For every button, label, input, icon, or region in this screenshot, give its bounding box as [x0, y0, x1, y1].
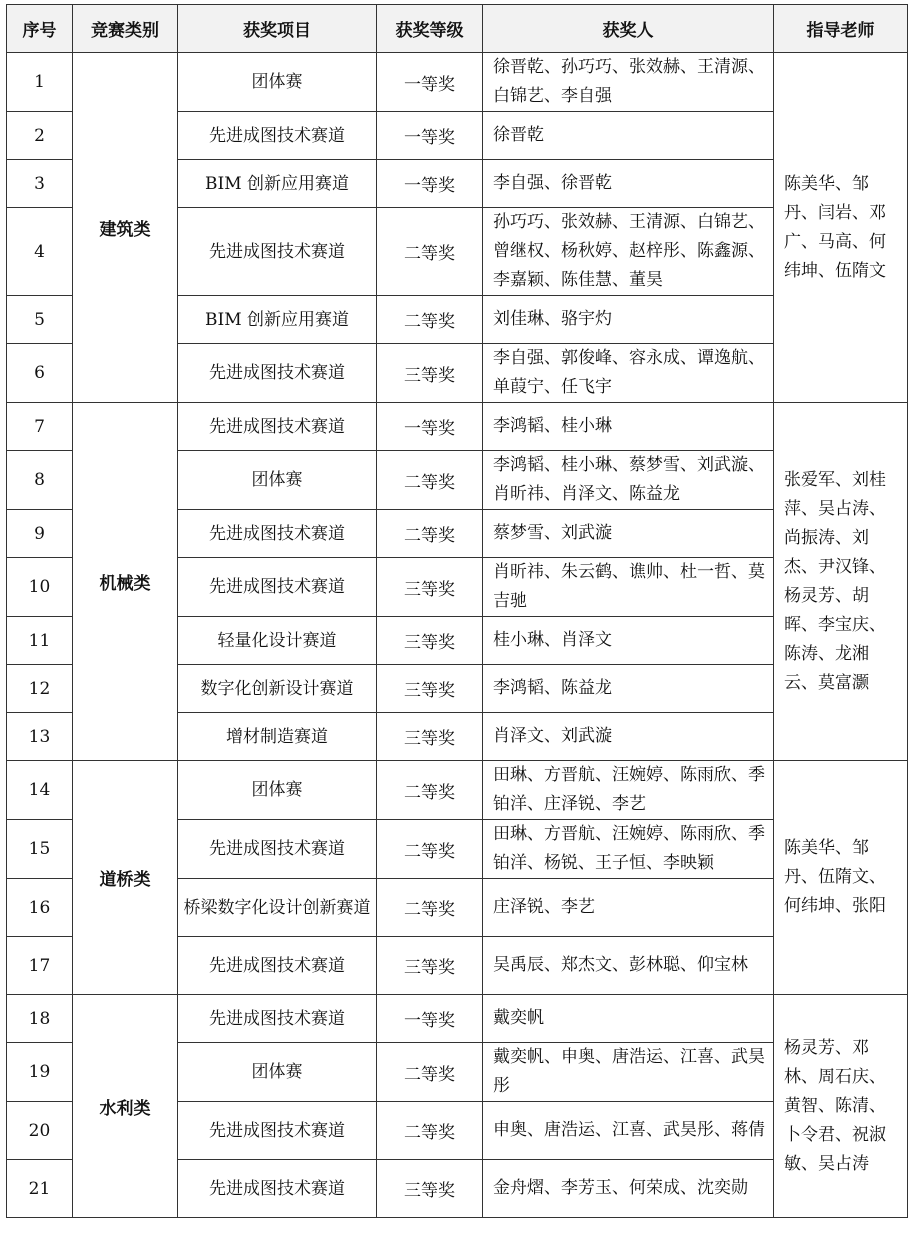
- row-index: 6: [7, 344, 73, 403]
- teachers-cell: 陈美华、邹丹、闫岩、邓广、马高、何纬坤、伍隋文: [774, 53, 908, 403]
- project-cell: 先进成图技术赛道: [178, 1102, 377, 1160]
- winners-cell: 戴奕帆、申奥、唐浩运、江喜、武昊彤: [483, 1043, 774, 1102]
- table-row: [7, 761, 908, 820]
- level-cell: 一等奖: [377, 112, 483, 160]
- winners-cell: 徐晋乾、孙巧巧、张效赫、王清源、白锦艺、李自强: [483, 53, 774, 112]
- project-cell: 先进成图技术赛道: [178, 937, 377, 995]
- level-cell: 三等奖: [377, 713, 483, 761]
- category-cell: 水利类: [73, 995, 178, 1218]
- project-cell: 团体赛: [178, 1043, 377, 1102]
- teachers-cell: 张爱军、刘桂萍、吴占涛、尚振涛、刘杰、尹汉锋、杨灵芳、胡晖、李宝庆、陈涛、龙湘云、莫富灏: [774, 403, 908, 761]
- level-cell: 三等奖: [377, 344, 483, 403]
- level-cell: 二等奖: [377, 1043, 483, 1102]
- level-cell: 二等奖: [377, 820, 483, 879]
- winners-cell: 李鸿韬、桂小琳、蔡梦雪、刘武漩、肖昕祎、肖泽文、陈益龙: [483, 451, 774, 510]
- header-winners: 获奖人: [483, 5, 774, 53]
- winners-cell: 徐晋乾: [483, 112, 774, 160]
- project-cell: 先进成图技术赛道: [178, 208, 377, 296]
- project-cell: 先进成图技术赛道: [178, 995, 377, 1043]
- winners-cell: 蔡梦雪、刘武漩: [483, 510, 774, 558]
- row-index: 15: [7, 820, 73, 879]
- row-index: 10: [7, 558, 73, 617]
- level-cell: 二等奖: [377, 451, 483, 510]
- project-cell: BIM 创新应用赛道: [178, 160, 377, 208]
- level-cell: 二等奖: [377, 296, 483, 344]
- project-cell: 先进成图技术赛道: [178, 344, 377, 403]
- teachers-cell: 陈美华、邹丹、伍隋文、何纬坤、张阳: [774, 761, 908, 995]
- project-cell: 先进成图技术赛道: [178, 820, 377, 879]
- row-index: 20: [7, 1102, 73, 1160]
- level-cell: 二等奖: [377, 879, 483, 937]
- header-teachers: 指导老师: [774, 5, 908, 53]
- row-index: 19: [7, 1043, 73, 1102]
- winners-cell: 吴禹辰、郑杰文、彭林聪、仰宝林: [483, 937, 774, 995]
- category-cell: 道桥类: [73, 761, 178, 995]
- row-index: 2: [7, 112, 73, 160]
- project-cell: 增材制造赛道: [178, 713, 377, 761]
- header-project: 获奖项目: [178, 5, 377, 53]
- table-row: [7, 53, 908, 112]
- winners-cell: 刘佳琳、骆宇灼: [483, 296, 774, 344]
- row-index: 8: [7, 451, 73, 510]
- row-index: 11: [7, 617, 73, 665]
- level-cell: 二等奖: [377, 761, 483, 820]
- winners-cell: 肖昕祎、朱云鹤、谯帅、杜一哲、莫吉驰: [483, 558, 774, 617]
- row-index: 4: [7, 208, 73, 296]
- winners-cell: 李自强、徐晋乾: [483, 160, 774, 208]
- header-category: 竞赛类别: [73, 5, 178, 53]
- winners-cell: 戴奕帆: [483, 995, 774, 1043]
- project-cell: 先进成图技术赛道: [178, 1160, 377, 1218]
- row-index: 13: [7, 713, 73, 761]
- project-cell: 先进成图技术赛道: [178, 510, 377, 558]
- winners-cell: 桂小琳、肖泽文: [483, 617, 774, 665]
- project-cell: 先进成图技术赛道: [178, 403, 377, 451]
- project-cell: 团体赛: [178, 761, 377, 820]
- project-cell: BIM 创新应用赛道: [178, 296, 377, 344]
- row-index: 3: [7, 160, 73, 208]
- row-index: 14: [7, 761, 73, 820]
- category-cell: 机械类: [73, 403, 178, 761]
- winners-cell: 庄泽锐、李艺: [483, 879, 774, 937]
- level-cell: 二等奖: [377, 1102, 483, 1160]
- row-index: 5: [7, 296, 73, 344]
- winners-cell: 肖泽文、刘武漩: [483, 713, 774, 761]
- category-cell: 建筑类: [73, 53, 178, 403]
- table-row: [7, 403, 908, 451]
- winners-cell: 田琳、方晋航、汪婉婷、陈雨欣、季铂洋、庄泽锐、李艺: [483, 761, 774, 820]
- teachers-cell: 杨灵芳、邓林、周石庆、黄智、陈清、卜令君、祝淑敏、吴占涛: [774, 995, 908, 1218]
- level-cell: 一等奖: [377, 995, 483, 1043]
- winners-cell: 李自强、郭俊峰、容永成、谭逸航、单葭宁、任飞宇: [483, 344, 774, 403]
- level-cell: 二等奖: [377, 208, 483, 296]
- row-index: 9: [7, 510, 73, 558]
- level-cell: 三等奖: [377, 937, 483, 995]
- project-cell: 先进成图技术赛道: [178, 558, 377, 617]
- row-index: 1: [7, 53, 73, 112]
- table-row: [7, 995, 908, 1043]
- header-row: [7, 5, 908, 53]
- level-cell: 二等奖: [377, 510, 483, 558]
- level-cell: 一等奖: [377, 160, 483, 208]
- level-cell: 三等奖: [377, 1160, 483, 1218]
- project-cell: 桥梁数字化设计创新赛道: [178, 879, 377, 937]
- project-cell: 数字化创新设计赛道: [178, 665, 377, 713]
- header-level: 获奖等级: [377, 5, 483, 53]
- project-cell: 团体赛: [178, 451, 377, 510]
- winners-cell: 金舟熠、李芳玉、何荣成、沈奕勋: [483, 1160, 774, 1218]
- header-index: 序号: [7, 5, 73, 53]
- project-cell: 先进成图技术赛道: [178, 112, 377, 160]
- winners-cell: 李鸿韬、桂小琳: [483, 403, 774, 451]
- project-cell: 轻量化设计赛道: [178, 617, 377, 665]
- winners-cell: 李鸿韬、陈益龙: [483, 665, 774, 713]
- awards-table: [6, 4, 908, 1218]
- level-cell: 一等奖: [377, 53, 483, 112]
- level-cell: 三等奖: [377, 617, 483, 665]
- winners-cell: 孙巧巧、张效赫、王清源、白锦艺、曾继权、杨秋婷、赵梓彤、陈鑫源、李嘉颖、陈佳慧、董昊: [483, 208, 774, 296]
- row-index: 17: [7, 937, 73, 995]
- row-index: 12: [7, 665, 73, 713]
- row-index: 18: [7, 995, 73, 1043]
- row-index: 16: [7, 879, 73, 937]
- row-index: 21: [7, 1160, 73, 1218]
- project-cell: 团体赛: [178, 53, 377, 112]
- row-index: 7: [7, 403, 73, 451]
- level-cell: 一等奖: [377, 403, 483, 451]
- level-cell: 三等奖: [377, 665, 483, 713]
- winners-cell: 田琳、方晋航、汪婉婷、陈雨欣、季铂洋、杨锐、王子恒、李映颖: [483, 820, 774, 879]
- level-cell: 三等奖: [377, 558, 483, 617]
- winners-cell: 申奥、唐浩运、江喜、武昊彤、蒋倩: [483, 1102, 774, 1160]
